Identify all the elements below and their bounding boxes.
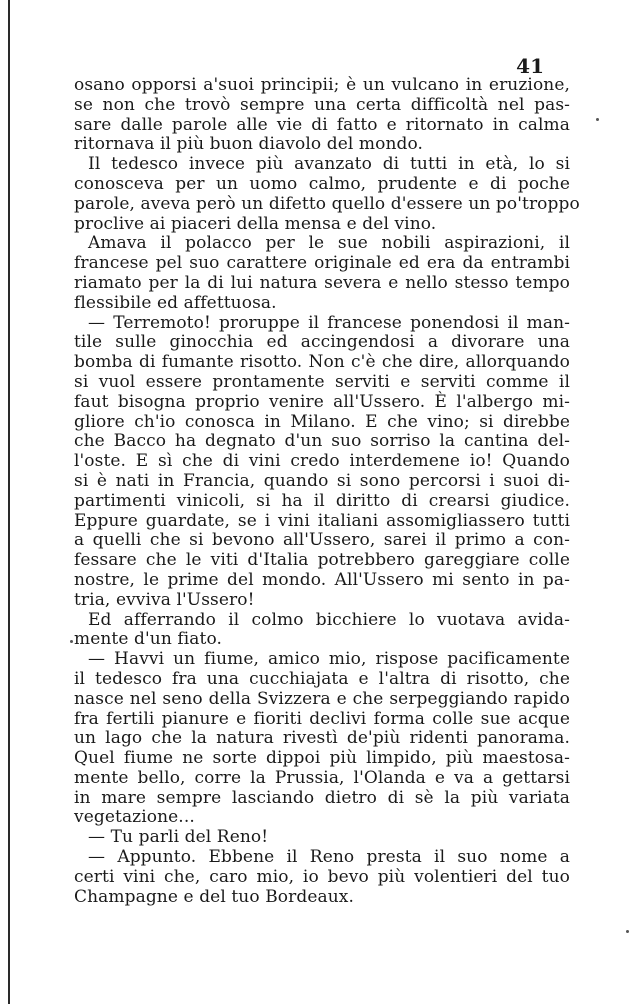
text-line: — Appunto. Ebbene il Reno presta il suo nome a <box>88 847 570 868</box>
text-line: vegetazione... <box>74 807 195 828</box>
text-line: fra fertili pianure e fioriti declivi forma colle sue acque <box>74 708 570 729</box>
text-line: Eppure guardate, se i vini italiani assomigliassero tutti <box>74 510 570 531</box>
text-line: — Terremoto! proruppe il francese ponendosi il man- <box>88 312 570 333</box>
paper-speck <box>70 640 73 643</box>
text-line: conosceva per un uomo calmo, prudente e di poche <box>74 173 570 194</box>
paper-speck <box>626 930 629 933</box>
text-line: il tedesco fra una cucchiajata e l'altra di risotto, che <box>74 668 570 689</box>
text-line: mente bello, corre la Prussia, l'Olanda e va a gettarsi <box>74 767 570 788</box>
text-line: si è nati in Francia, quando si sono percorsi i suoi di- <box>74 470 570 491</box>
body-text <box>74 75 580 907</box>
text-line: fessare che le viti d'Italia potrebbero gareggiare colle <box>74 550 570 571</box>
text-line: riamato per la di lui natura severa e nello stesso tempo <box>74 272 570 293</box>
text-line: Quel fiume ne sorte dippoi più limpido, più maestosa- <box>74 748 570 769</box>
text-line: in mare sempre lasciando dietro di sè la più variata <box>74 787 570 808</box>
text-line: — Tu parli del Reno! <box>88 827 269 848</box>
text-line: bomba di fumante risotto. Non c'è che dire, allorquando <box>74 352 570 373</box>
text-line: l'oste. E sì che di vini credo interdemene io! Quando <box>74 451 570 472</box>
text-line: faut bisogna proprio venire all'Ussero. È l'albergo mi- <box>74 391 570 412</box>
text-line: proclive ai piaceri della mensa e del vino. <box>74 213 437 234</box>
page-number: 41 <box>516 54 544 78</box>
text-line: parole, aveva però un difetto quello d'essere un po'troppo <box>74 193 580 214</box>
text-line: flessibile ed affettuosa. <box>74 292 277 313</box>
text-line: gliore ch'io conosca in Milano. E che vino; si direbbe <box>74 411 570 432</box>
text-line: mente d'un fiato. <box>74 629 223 650</box>
text-line: Ed afferrando il colmo bicchiere lo vuotava avida- <box>88 609 570 630</box>
text-line: Il tedesco invece più avanzato di tutti in età, lo si <box>88 154 570 175</box>
text-line: ritornava il più buon diavolo del mondo. <box>74 134 424 155</box>
text-line: Amava il polacco per le sue nobili aspirazioni, il <box>88 233 570 254</box>
text-line: nostre, le prime del mondo. All'Ussero mi sento in pa- <box>74 569 570 590</box>
text-line: sare dalle parole alle vie di fatto e ritornato in calma <box>74 114 570 135</box>
text-line: — Havvi un fiume, amico mio, rispose pacificamente <box>88 649 570 670</box>
text-line: tile sulle ginocchia ed accingendosi a divorare una <box>74 332 570 353</box>
text-line: si vuol essere prontamente serviti e serviti comme il <box>74 371 570 392</box>
text-line: partimenti vinicoli, si ha il diritto di crearsi giudice. <box>74 490 570 511</box>
text-line: se non che trovò sempre una certa difficoltà nel pas- <box>74 94 570 115</box>
page-binding-edge <box>8 0 10 1004</box>
text-line: un lago che la natura rivestì de'più ridenti panorama. <box>74 728 570 749</box>
text-line: francese pel suo carattere originale ed era da entrambi <box>74 253 570 274</box>
text-line: certi vini che, caro mio, io bevo più volentieri del tuo <box>74 866 570 887</box>
text-line: osano opporsi a'suoi principii; è un vulcano in eruzione, <box>74 75 570 95</box>
text-line: tria, evviva l'Ussero! <box>74 589 255 610</box>
text-line: che Bacco ha degnato d'un suo sorriso la cantina del- <box>74 431 570 452</box>
text-line: Champagne e del tuo Bordeaux. <box>74 886 354 907</box>
text-line: nasce nel seno della Svizzera e che serpeggiando rapido <box>74 688 570 709</box>
text-line: a quelli che si bevono all'Ussero, sarei il primo a con- <box>74 530 570 551</box>
paper-speck <box>596 118 599 121</box>
